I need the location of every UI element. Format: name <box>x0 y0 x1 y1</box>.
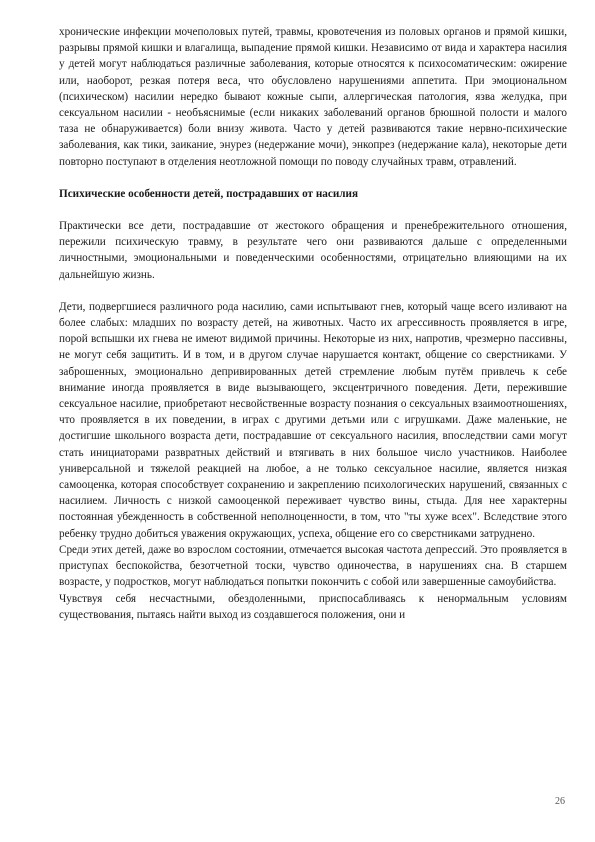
page-number: 26 <box>555 796 565 807</box>
paragraph-adaptation: Чувствуя себя несчастными, обездоленными, приспосабливаясь к ненормальным условиям существования, пытаясь найти выход из создавшегося положения, они и <box>59 592 567 621</box>
section-heading: Психические особенности детей, пострадавших от насилия <box>59 187 359 200</box>
paragraph-gap <box>59 170 567 186</box>
paragraph-aggression-behavior: Дети, подвергшиеся различного рода насилию, сами испытывают гнев, который чаще всего изливают на более слабых: младших по возрасту детей, на животных. Часто их агрессивность проявляется в игре, порой вспышки их гнева не имеют видимой причины. Некоторые из них, напротив, чрезмерно пассивны, не могут себя защитить. И в том, и в другом случае нарушается контакт, общение со сверстниками. У заброшенных, эмоционально депривированных детей стремление любым путём привлечь к себе внимание иногда проявляется в виде вызывающего, эксцентричного поведения. Дети, пережившие сексуальное насилие, приобретают несвойственные возрасту познания о сексуальных взаимоотношениях, что проявляется в их поведении, в играх с другими детьми или с игрушками. Даже маленькие, не достигшие школьного возраста дети, пострадавшие от сексуального насилия, впоследствии сами могут стать инициаторами развратных действий и втягивать в них большое число участников. Наиболее универсальной и тяжелой реакцией на любое, а не только сексуальное насилие, является низкая самооценка, которая способствует сохранению и закреплению психологических нарушений, связанных с насилием. Личность с низкой самооценкой переживает чувство вины, стыда. Для нее характерны постоянная убежденность в собственной неполноценности, в том, что "ты хуже всех". Вследствие этого ребенку трудно добиться уважения окружающих, успеха, общение его со сверстниками затруднено. <box>59 300 567 540</box>
paragraph-psychological-trauma: Практически все дети, пострадавшие от жестокого обращения и пренебрежительного отношения, пережили психическую травму, в результате чего они развиваются дальше с определенными личностными, эмоциональными и поведенческими особенностями, отрицательно влияющими на их дальнейшую жизнь. <box>59 220 567 281</box>
paragraph-depression: Среди этих детей, даже во взрослом состоянии, отмечается высокая частота депрессий. Это проявляется в приступах беспокойства, безотчетной тоски, чувство одиночества, в нарушениях сна. В старшем возрасте, у подростков, могут наблюдаться попытки покончить с собой или завершенные самоубийства. <box>59 543 567 589</box>
paragraph-physical-symptoms: хронические инфекции мочеполовых путей, травмы, кровотечения из половых органов и прямой кишки, разрывы прямой кишки и влагалища, выпадение прямой кишки. Независимо от вида и характера насилия у детей могут наблюдаться различные заболевания, которые относятся к психосоматическим: ожирение или, наоборот, резкая потеря веса, что обусловлено нарушениями аппетита. При эмоциональном (психическом) насилии нередко бывают кожные сыпи, аллергическая патология, язва желудка, при сексуальном насилии - необъяснимые (если никаких заболеваний органов брюшной полости и малого таза не обнаруживается) боли внизу живота. Часто у детей развиваются такие нервно-психические заболевания, как тики, заикание, энурез (недержание мочи), энкопрез (недержание кала), некоторые дети повторно поступают в отделения неотложной помощи по поводу случайных травм, отравлений. <box>59 26 567 168</box>
paragraph-gap <box>59 283 567 299</box>
page-body <box>59 24 567 623</box>
paragraph-gap <box>59 202 567 218</box>
